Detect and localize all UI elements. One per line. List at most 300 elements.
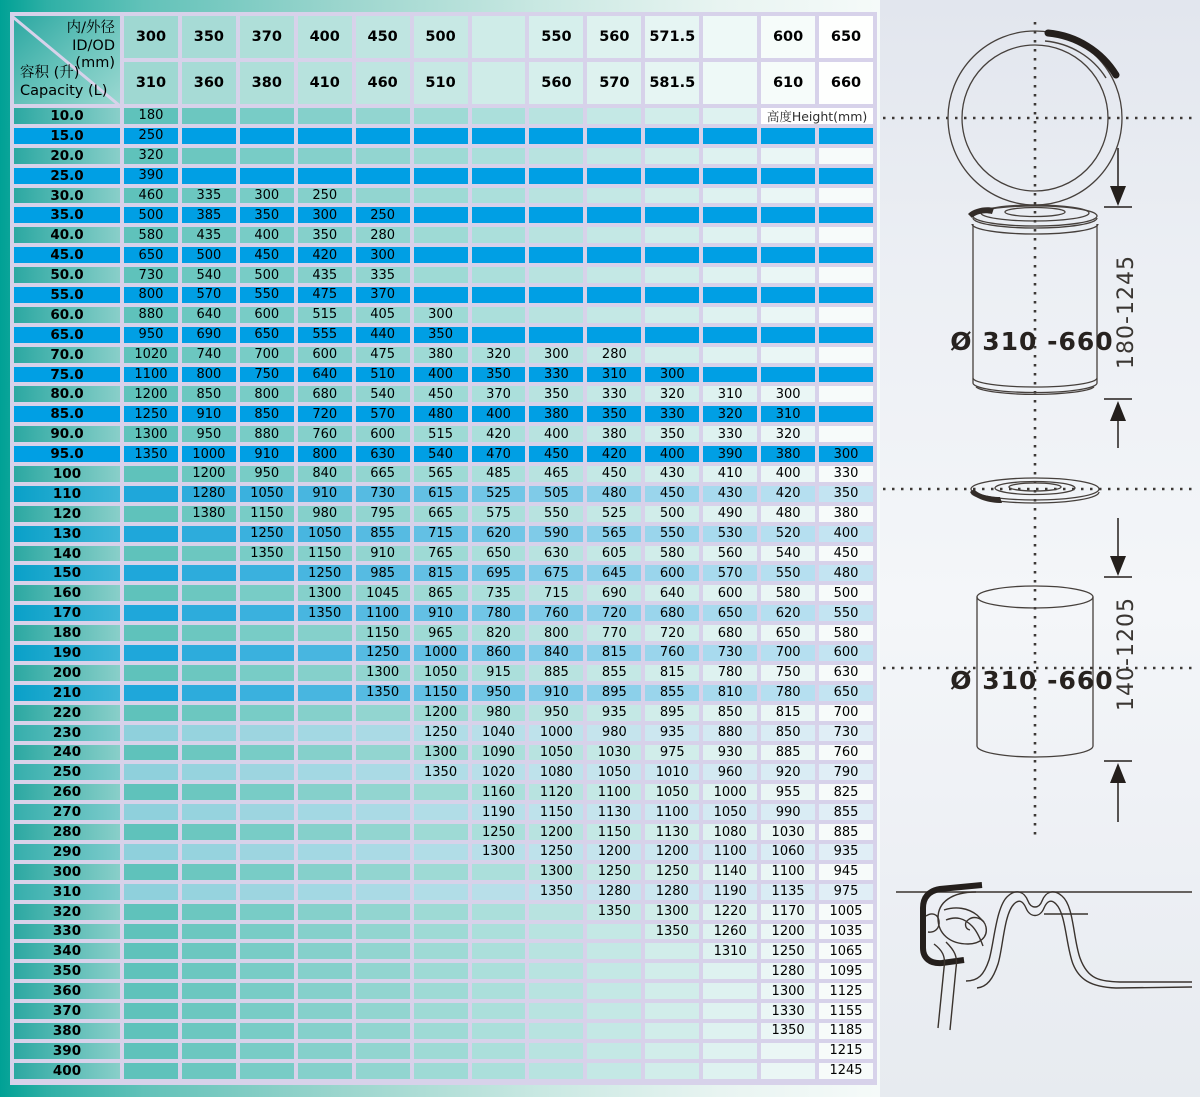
empty-cell (356, 128, 410, 144)
empty-cell (240, 983, 294, 999)
capacity-label: 50.0 (14, 267, 120, 283)
empty-cell (356, 904, 410, 920)
height-value-cell: 1200 (182, 466, 236, 482)
empty-cell (356, 1003, 410, 1019)
capacity-label: 310 (14, 884, 120, 900)
capacity-label: 250 (14, 764, 120, 780)
height-value-cell: 630 (529, 546, 583, 562)
height-value-cell: 885 (529, 665, 583, 681)
empty-cell (529, 227, 583, 243)
height-value-cell: 640 (182, 307, 236, 323)
height-value-cell: 1050 (414, 665, 468, 681)
empty-cell (645, 188, 699, 204)
height-value-cell: 1035 (819, 924, 873, 940)
empty-cell (240, 1003, 294, 1019)
capacity-label: 180 (14, 625, 120, 641)
empty-cell (240, 804, 294, 820)
empty-cell (414, 168, 468, 184)
empty-cell (298, 128, 352, 144)
empty-cell (529, 108, 583, 124)
empty-cell (587, 227, 641, 243)
height-value-cell: 1050 (240, 486, 294, 502)
capacity-label: 200 (14, 665, 120, 681)
height-value-cell: 580 (819, 625, 873, 641)
empty-cell (703, 963, 757, 979)
header-od-cell: 380 (240, 62, 294, 104)
empty-cell (472, 924, 526, 940)
height-value-cell: 600 (298, 347, 352, 363)
empty-cell (356, 764, 410, 780)
height-value-cell: 1245 (819, 1063, 873, 1079)
height-value-cell: 1080 (703, 824, 757, 840)
height-value-cell: 720 (645, 625, 699, 641)
empty-cell (587, 924, 641, 940)
height-value-cell: 1010 (645, 764, 699, 780)
height-value-cell: 475 (298, 287, 352, 303)
height-value-cell: 950 (240, 466, 294, 482)
empty-cell (703, 287, 757, 303)
empty-cell (182, 725, 236, 741)
height-value-cell: 1280 (182, 486, 236, 502)
height-value-cell: 895 (645, 705, 699, 721)
height-value-cell: 405 (356, 307, 410, 323)
capacity-label: 340 (14, 943, 120, 959)
height-value-cell: 1080 (529, 764, 583, 780)
empty-cell (529, 128, 583, 144)
height-value-cell: 1220 (703, 904, 757, 920)
height-value-cell: 1150 (240, 506, 294, 522)
height-value-cell: 420 (761, 486, 815, 502)
empty-cell (124, 625, 178, 641)
height-value-cell: 1310 (703, 943, 757, 959)
empty-cell (182, 526, 236, 542)
height-value-cell: 700 (819, 705, 873, 721)
height-value-cell: 330 (529, 367, 583, 383)
empty-cell (472, 983, 526, 999)
empty-cell (472, 108, 526, 124)
empty-cell (124, 1063, 178, 1079)
height-value-cell: 1000 (703, 784, 757, 800)
empty-cell (587, 963, 641, 979)
empty-cell (819, 128, 873, 144)
height-value-cell: 335 (356, 267, 410, 283)
height-value-cell: 575 (472, 506, 526, 522)
empty-cell (414, 287, 468, 303)
empty-cell (587, 108, 641, 124)
empty-cell (124, 645, 178, 661)
empty-cell (240, 128, 294, 144)
empty-cell (761, 307, 815, 323)
empty-cell (298, 168, 352, 184)
empty-cell (414, 1023, 468, 1039)
empty-cell (587, 1063, 641, 1079)
height-value-cell: 540 (414, 446, 468, 462)
height-value-cell: 300 (819, 446, 873, 462)
height-value-cell: 790 (819, 764, 873, 780)
capacity-label: 220 (14, 705, 120, 721)
empty-cell (298, 864, 352, 880)
empty-cell (761, 327, 815, 343)
height-value-cell: 815 (414, 565, 468, 581)
empty-cell (298, 108, 352, 124)
height-value-cell: 690 (182, 327, 236, 343)
capacity-label: 70.0 (14, 347, 120, 363)
height-value-cell: 515 (298, 307, 352, 323)
empty-cell (414, 784, 468, 800)
height-value-cell: 600 (703, 585, 757, 601)
header-id-cell: 600 (761, 16, 815, 58)
height-value-cell: 1300 (645, 904, 699, 920)
empty-cell (819, 367, 873, 383)
empty-cell (472, 904, 526, 920)
capacity-label: 290 (14, 844, 120, 860)
height-value-cell: 550 (761, 565, 815, 581)
empty-cell (472, 287, 526, 303)
height-value-cell: 800 (298, 446, 352, 462)
height-value-cell: 865 (414, 585, 468, 601)
empty-cell (645, 963, 699, 979)
height-value-cell: 700 (761, 645, 815, 661)
height-value-cell: 565 (587, 526, 641, 542)
height-value-cell: 570 (703, 565, 757, 581)
height-value-cell: 330 (645, 406, 699, 422)
height-value-cell: 1350 (124, 446, 178, 462)
height-units-label: 高度Height(mm) (761, 108, 873, 124)
empty-cell (182, 764, 236, 780)
empty-cell (472, 267, 526, 283)
empty-cell (182, 585, 236, 601)
height-value-cell: 1300 (124, 426, 178, 442)
height-value-cell: 350 (529, 386, 583, 402)
height-value-cell: 435 (298, 267, 352, 283)
height-value-cell: 910 (240, 446, 294, 462)
height-value-cell: 1250 (472, 824, 526, 840)
height-value-cell: 855 (587, 665, 641, 681)
height-value-cell: 400 (529, 426, 583, 442)
empty-cell (645, 287, 699, 303)
height-value-cell: 450 (819, 546, 873, 562)
empty-cell (124, 486, 178, 502)
height-value-cell: 430 (645, 466, 699, 482)
height-value-cell: 1060 (761, 844, 815, 860)
empty-cell (298, 1023, 352, 1039)
height-value-cell: 640 (298, 367, 352, 383)
height-value-cell: 1350 (298, 605, 352, 621)
empty-cell (819, 406, 873, 422)
empty-cell (703, 1063, 757, 1079)
empty-cell (414, 864, 468, 880)
height-value-cell: 615 (414, 486, 468, 502)
header-od-cell: 510 (414, 62, 468, 104)
empty-cell (819, 168, 873, 184)
height-value-cell: 310 (587, 367, 641, 383)
empty-cell (240, 685, 294, 701)
empty-cell (182, 1003, 236, 1019)
empty-cell (298, 725, 352, 741)
empty-cell (298, 685, 352, 701)
height-value-cell: 480 (414, 406, 468, 422)
capacity-label: 270 (14, 804, 120, 820)
height-value-cell: 530 (703, 526, 757, 542)
capacity-label: 100 (14, 466, 120, 482)
empty-cell (240, 605, 294, 621)
empty-cell (703, 207, 757, 223)
empty-cell (124, 804, 178, 820)
drum-technical-drawing (880, 0, 1200, 1097)
height-value-cell: 1280 (645, 884, 699, 900)
empty-cell (182, 625, 236, 641)
capacity-label: 320 (14, 904, 120, 920)
height-value-cell: 715 (529, 585, 583, 601)
empty-cell (356, 943, 410, 959)
empty-cell (414, 824, 468, 840)
empty-cell (819, 207, 873, 223)
height-value-cell: 310 (761, 406, 815, 422)
height-value-cell: 780 (761, 685, 815, 701)
empty-cell (182, 1023, 236, 1039)
empty-cell (529, 1063, 583, 1079)
height-value-cell: 935 (645, 725, 699, 741)
height-value-cell: 525 (472, 486, 526, 502)
height-value-cell: 450 (645, 486, 699, 502)
empty-cell (182, 983, 236, 999)
empty-cell (819, 267, 873, 283)
height-value-cell: 765 (414, 546, 468, 562)
height-value-cell: 385 (182, 207, 236, 223)
empty-cell (240, 784, 294, 800)
height-value-cell: 715 (414, 526, 468, 542)
empty-cell (124, 685, 178, 701)
height-value-cell: 1300 (356, 665, 410, 681)
height-value-cell: 550 (529, 506, 583, 522)
capacity-label: 350 (14, 963, 120, 979)
height-value-cell: 1100 (761, 864, 815, 880)
height-value-cell: 300 (529, 347, 583, 363)
empty-cell (298, 904, 352, 920)
height-value-cell: 580 (645, 546, 699, 562)
height-value-cell: 420 (472, 426, 526, 442)
height-value-cell: 750 (761, 665, 815, 681)
height-value-cell: 1200 (761, 924, 815, 940)
closed-drum-height-range: 180-1245 (1114, 255, 1139, 369)
header-id-cell: 560 (587, 16, 641, 58)
height-value-cell: 880 (703, 725, 757, 741)
height-value-cell: 380 (414, 347, 468, 363)
empty-cell (414, 148, 468, 164)
capacity-label: 80.0 (14, 386, 120, 402)
height-value-cell: 330 (587, 386, 641, 402)
empty-cell (124, 943, 178, 959)
empty-cell (124, 824, 178, 840)
empty-cell (703, 347, 757, 363)
empty-cell (182, 844, 236, 860)
empty-cell (298, 784, 352, 800)
empty-cell (529, 904, 583, 920)
height-value-cell: 780 (703, 665, 757, 681)
height-value-cell: 480 (761, 506, 815, 522)
height-value-cell: 840 (298, 466, 352, 482)
height-value-cell: 1200 (645, 844, 699, 860)
header-od-cell: 410 (298, 62, 352, 104)
empty-cell (124, 565, 178, 581)
height-value-cell: 680 (703, 625, 757, 641)
empty-cell (356, 1023, 410, 1039)
height-value-cell: 600 (356, 426, 410, 442)
header-id-cell: 400 (298, 16, 352, 58)
empty-cell (298, 764, 352, 780)
empty-cell (124, 784, 178, 800)
empty-cell (703, 128, 757, 144)
header-od-cell: 581.5 (645, 62, 699, 104)
capacity-label: 45.0 (14, 247, 120, 263)
height-value-cell: 1150 (298, 546, 352, 562)
empty-cell (587, 188, 641, 204)
empty-cell (124, 585, 178, 601)
empty-cell (703, 307, 757, 323)
header-od-cell (703, 62, 757, 104)
height-value-cell: 320 (472, 347, 526, 363)
height-value-cell: 1160 (472, 784, 526, 800)
height-value-cell: 1100 (645, 804, 699, 820)
empty-cell (182, 645, 236, 661)
table-corner-cell: 内/外径 ID/OD (mm) 容积 (升) Capacity (L) (14, 16, 120, 104)
empty-cell (356, 804, 410, 820)
empty-cell (240, 645, 294, 661)
height-value-cell: 1095 (819, 963, 873, 979)
empty-cell (298, 1043, 352, 1059)
height-value-cell: 800 (529, 625, 583, 641)
height-value-cell: 1300 (414, 745, 468, 761)
empty-cell (356, 705, 410, 721)
height-value-cell: 1005 (819, 904, 873, 920)
height-value-cell: 400 (761, 466, 815, 482)
empty-cell (298, 943, 352, 959)
empty-cell (472, 307, 526, 323)
height-value-cell: 500 (124, 207, 178, 223)
empty-cell (472, 227, 526, 243)
height-value-cell: 320 (703, 406, 757, 422)
height-value-cell: 330 (819, 466, 873, 482)
height-value-cell: 800 (182, 367, 236, 383)
capacity-label: 90.0 (14, 426, 120, 442)
empty-cell (529, 943, 583, 959)
empty-cell (240, 625, 294, 641)
empty-cell (645, 267, 699, 283)
height-value-cell: 380 (761, 446, 815, 462)
empty-cell (761, 247, 815, 263)
empty-cell (240, 764, 294, 780)
height-value-cell: 450 (587, 466, 641, 482)
height-value-cell: 990 (761, 804, 815, 820)
capacity-label: 280 (14, 824, 120, 840)
empty-cell (124, 963, 178, 979)
empty-cell (529, 207, 583, 223)
empty-cell (414, 247, 468, 263)
header-od-cell: 560 (529, 62, 583, 104)
capacity-label: 150 (14, 565, 120, 581)
height-value-cell: 730 (819, 725, 873, 741)
height-value-cell: 665 (356, 466, 410, 482)
height-value-cell: 350 (240, 207, 294, 223)
capacity-label: 370 (14, 1003, 120, 1019)
capacity-label: 360 (14, 983, 120, 999)
empty-cell (529, 287, 583, 303)
height-value-cell: 1260 (703, 924, 757, 940)
empty-cell (645, 108, 699, 124)
dim-arrow-drum-bottom (1104, 399, 1132, 448)
capacity-label: 190 (14, 645, 120, 661)
empty-cell (819, 188, 873, 204)
height-value-cell: 885 (761, 745, 815, 761)
empty-cell (472, 207, 526, 223)
height-value-cell: 935 (587, 705, 641, 721)
capacity-height-table (10, 12, 877, 1085)
height-value-cell: 650 (124, 247, 178, 263)
empty-cell (240, 824, 294, 840)
empty-cell (761, 287, 815, 303)
height-value-cell: 720 (587, 605, 641, 621)
capacity-label: 330 (14, 924, 120, 940)
empty-cell (124, 466, 178, 482)
empty-cell (761, 1043, 815, 1059)
height-value-cell: 1050 (298, 526, 352, 542)
height-value-cell: 1350 (356, 685, 410, 701)
height-value-cell: 350 (298, 227, 352, 243)
height-value-cell: 800 (124, 287, 178, 303)
height-value-cell: 860 (472, 645, 526, 661)
height-value-cell: 485 (472, 466, 526, 482)
empty-cell (298, 1063, 352, 1079)
empty-cell (240, 168, 294, 184)
empty-cell (240, 108, 294, 124)
empty-cell (703, 108, 757, 124)
empty-cell (703, 227, 757, 243)
height-value-cell: 580 (761, 585, 815, 601)
header-id-cell: 550 (529, 16, 583, 58)
height-value-cell: 1150 (356, 625, 410, 641)
empty-cell (414, 804, 468, 820)
height-value-cell: 1250 (761, 943, 815, 959)
empty-cell (645, 128, 699, 144)
capacity-label: 170 (14, 605, 120, 621)
empty-cell (356, 963, 410, 979)
empty-cell (240, 963, 294, 979)
capacity-label: 230 (14, 725, 120, 741)
lid-rib-profile (966, 892, 1192, 982)
height-value-cell: 700 (240, 347, 294, 363)
height-value-cell: 510 (356, 367, 410, 383)
height-value-cell: 1250 (529, 844, 583, 860)
height-value-cell: 1020 (472, 764, 526, 780)
empty-cell (240, 705, 294, 721)
empty-cell (182, 705, 236, 721)
height-value-cell: 515 (414, 426, 468, 442)
height-value-cell: 1150 (414, 685, 468, 701)
height-value-cell: 760 (645, 645, 699, 661)
header-id-cell: 571.5 (645, 16, 699, 58)
capacity-label: 40.0 (14, 227, 120, 243)
empty-cell (356, 844, 410, 860)
empty-cell (124, 924, 178, 940)
height-value-cell: 1380 (182, 506, 236, 522)
empty-cell (182, 864, 236, 880)
empty-cell (124, 1003, 178, 1019)
height-value-cell: 250 (298, 188, 352, 204)
empty-cell (356, 188, 410, 204)
height-value-cell: 410 (703, 466, 757, 482)
capacity-label: 15.0 (14, 128, 120, 144)
height-value-cell: 815 (761, 705, 815, 721)
